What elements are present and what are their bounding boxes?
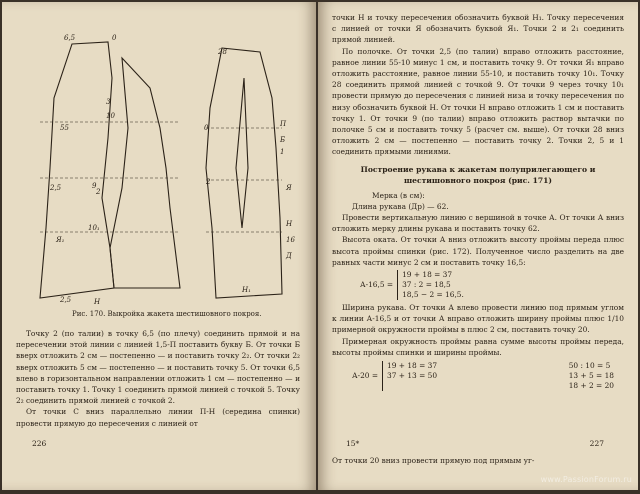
formula-width — [352, 361, 614, 391]
paragraph: Точку 2 (по талии) в точку 6,5 (по плечу) соединить прямой и на пересечении этой линии с линией 1,5-П поставить букву Б. От точки Б вверх отложить 2 см — постепенно — и поставить точку 2₂. От точки 2₂ вверх отложить 5 см — постепенно — и поставить точку 5. От точки 6,5 влево в горизонтальном направлении отложить 1 см — постепенно — и поставить точку 1. Точку 1 соединить прямой линией с точкой 5. Точку 2₂ соединить прямой линией с точкой 2. — [16, 329, 300, 406]
formula-row: 19 + 18 = 37 — [402, 270, 453, 280]
figure-label: 10 — [106, 112, 115, 120]
figure-label: 55 — [60, 124, 69, 132]
figure-label: Д — [286, 252, 292, 260]
figure-label: 28 — [218, 48, 227, 56]
figure-label: Б — [280, 136, 286, 144]
figure-label: 10₁ — [88, 224, 100, 232]
formula-row: 37 + 13 = 50 — [387, 371, 438, 381]
figure-label: 1 — [280, 148, 285, 156]
figure-caption: Рис. 170. Выкройка жакета шестишовного покроя. — [72, 310, 262, 318]
figure-label: 2 — [96, 188, 101, 196]
paragraph: Примерная окружность проймы равна сумме высоты проймы переда, высоты проймы спинки и ширины проймы. — [332, 336, 624, 357]
paragraph: По полочке. От точки 2,5 (по талии) вправо отложить расстояние, равное линии 55-10 минус 1 см, и поставить точку 9. От точки Я₁ вправо отложить расстояние, равное линии 55-10, и поставить точку 10₁. Точку 28 соединить прямой линией с точкой 9. От точки 9 через точку 10₁ провести прямую до пересечения с линией низа и точку пересечения по низу обозначить буквой Н. От точки Н вправо отложить 1 см и поставить точку 1. От точки 9 (по талии) вправо отложить раствор вытачки по полочке 5 см и поставить точку 5 (расчет см. выше). От точки 28 вниз отложить 2 см — постепенно — поставить точку 2. Точки 2, 5 и 1 соединить прямыми линиями. — [332, 46, 624, 157]
figure-label: 3 — [106, 98, 111, 106]
figure-label: Н — [286, 220, 293, 228]
formula-row: 19 + 18 = 37 — [387, 361, 438, 371]
formula-row: 37 : 2 = 18,5 — [402, 280, 451, 290]
figure-label: Я₁ — [56, 236, 65, 244]
formula-lhs: А-20 = — [352, 371, 379, 381]
side-panel-outline — [110, 58, 180, 288]
section-title: Построение рукава к жакетам полуприлегающего и шестишовного покроя (рис. 171) — [360, 164, 596, 185]
figure-label: 9 — [92, 182, 97, 190]
front-dart — [236, 78, 248, 228]
left-body-text — [16, 328, 300, 429]
paragraph: От точки С вниз параллельно линии П-Н (середина спинки) провести прямую до пересечения с линией от — [16, 407, 300, 428]
paragraph: Высота оката. От точки А вниз отложить высоту проймы переда плюс высота проймы спинки (рис. 172). Полученное число разделить на две равных части минус 2 см и поставить точку 16,5: — [332, 235, 624, 267]
figure-label: П — [280, 120, 287, 128]
figure-label: Н — [94, 298, 101, 306]
left-page — [2, 2, 316, 490]
formula-left — [352, 361, 437, 391]
figure-label: 2 — [206, 178, 211, 186]
paragraph: Провести вертикальную линию с вершиной в точке А. От точки А вниз отложить мерку длины рукава и поставить точку 62. — [332, 213, 624, 234]
paragraph: точки Н и точку пересечения обозначить буквой Н₁. Точку пересечения с линией от точки Я обозначить буквой Я₁. Точки 2 и 2₁ соединить прямой линией. — [332, 13, 624, 45]
right-page — [318, 2, 638, 490]
figure-label: 2,5 — [60, 296, 72, 304]
formula-height — [360, 270, 624, 300]
formula-lhs: А-16,5 = — [360, 280, 394, 290]
last-line: От точки 20 вниз провести прямую под прямым уг- — [332, 456, 535, 465]
watermark: www.PassionForum.ru — [540, 475, 632, 484]
formula-rhs — [382, 361, 437, 391]
right-body-text — [332, 12, 624, 391]
figure-label: 0 — [204, 124, 209, 132]
figure-label: 6,5 — [64, 34, 76, 42]
figure-label: Я — [286, 184, 292, 192]
figure-label: 16 — [286, 236, 295, 244]
measure-line: Длина рукава (Др) — 62. — [352, 201, 449, 211]
formula-row: 50 : 10 = 5 — [568, 361, 611, 371]
figure-label: Н₁ — [242, 286, 251, 294]
formula-row: 18 + 2 = 20 — [568, 381, 614, 391]
signature-mark: 15* — [346, 439, 360, 448]
formula-row: 18,5 − 2 = 16,5. — [402, 290, 464, 300]
formula-row: 13 + 5 = 18 — [568, 371, 614, 381]
formula-rhs — [397, 270, 464, 300]
back-piece-outline — [40, 42, 114, 298]
formula-right — [569, 361, 614, 391]
figure-label: 0 — [112, 34, 117, 42]
figure-label: 2,5 — [50, 184, 62, 192]
page-number-left: 226 — [32, 439, 47, 448]
pattern-figure — [10, 18, 312, 314]
paragraph: Ширина рукава. От точки А влево провести линию под прямым углом к линии А-16,5 и от точки А вправо отложить ширину проймы плюс 1/10 примерной окружности проймы в плюс 2 см, поставить точку 20. — [332, 303, 624, 335]
page-number-right: 227 — [589, 439, 604, 448]
measure-heading: Мерка (в см): — [372, 190, 425, 200]
